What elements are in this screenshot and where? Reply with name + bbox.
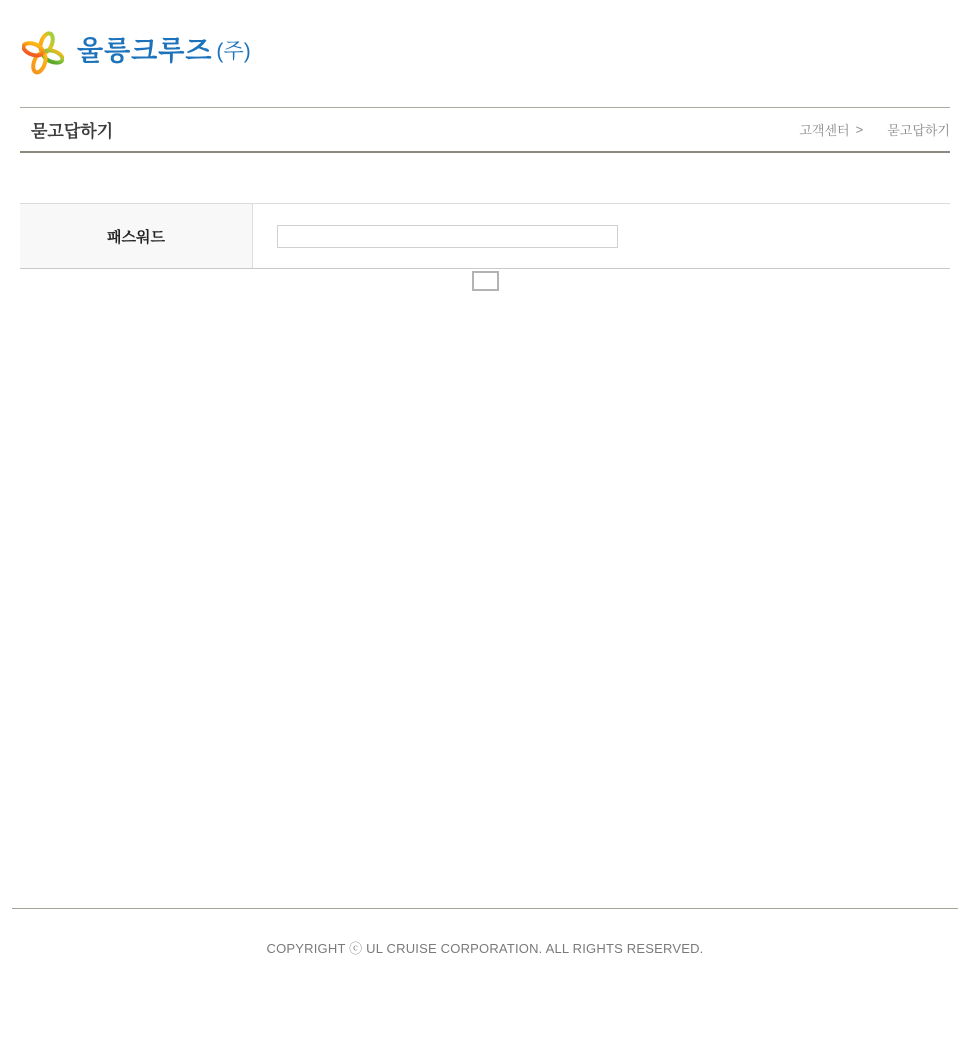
- password-label: 패스워드: [20, 204, 253, 268]
- company-name: 울릉크루즈: [77, 36, 213, 66]
- password-input[interactable]: [277, 225, 618, 248]
- pinwheel-flower-icon: [22, 28, 64, 76]
- company-suffix: (주): [216, 40, 251, 63]
- confirm-button[interactable]: [472, 271, 499, 291]
- page-footer: [12, 908, 958, 957]
- password-input-cell: [253, 204, 950, 268]
- page-title-bar: [20, 107, 950, 153]
- password-form-table: [20, 203, 950, 269]
- password-row: [20, 204, 950, 268]
- company-logo[interactable]: [22, 28, 251, 76]
- page-title: 묻고답하기: [31, 122, 114, 141]
- breadcrumb-current[interactable]: 묻고답하기: [887, 123, 950, 138]
- breadcrumb-separator: >: [855, 122, 864, 137]
- copyright-text: COPYRIGHT ⓒ UL CRUISE CORPORATION. ALL RIGHTS RESERVED.: [266, 941, 704, 956]
- breadcrumb-customer-center[interactable]: 고객센터: [799, 123, 850, 138]
- site-header: [0, 0, 970, 76]
- breadcrumb: [799, 108, 950, 151]
